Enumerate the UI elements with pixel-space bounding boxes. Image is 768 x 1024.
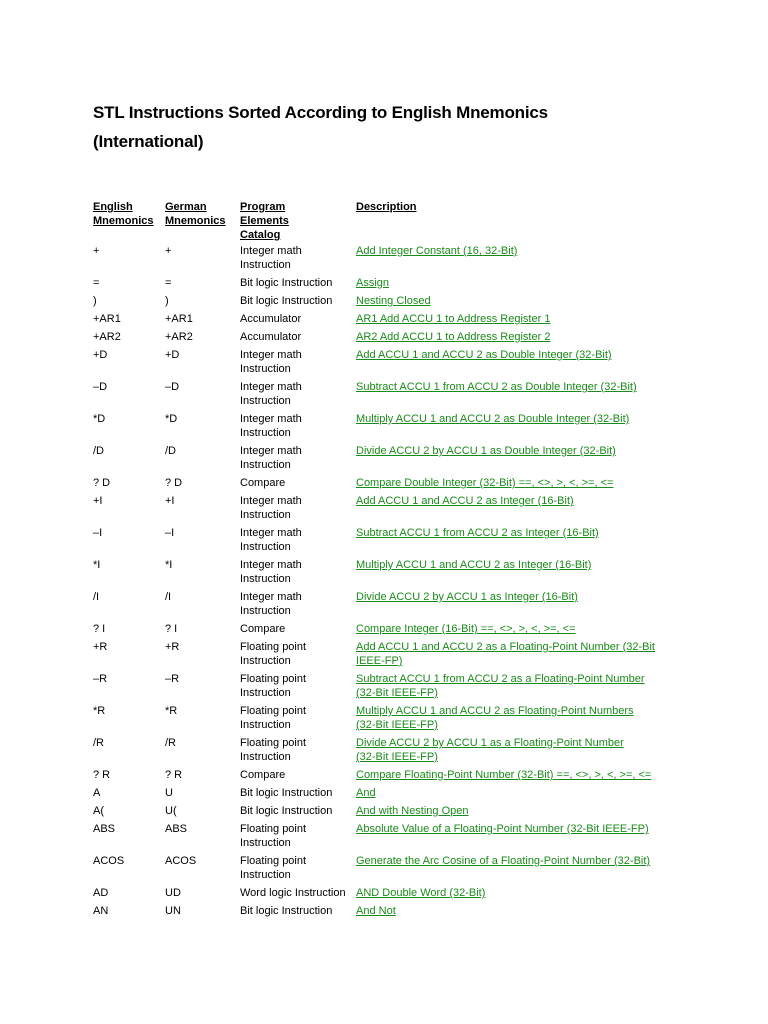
description-link[interactable]: Subtract ACCU 1 from ACCU 2 as Integer (16-Bit) — [356, 527, 599, 539]
header-description: Description — [356, 201, 417, 213]
catalog-cell: Bit logic Instruction — [240, 295, 333, 307]
catalog-cell: Compare — [240, 769, 286, 781]
table-row — [93, 380, 693, 412]
description-link[interactable]: Generate the Arc Cosine of a Floating-Point Number (32-Bit) — [356, 855, 651, 867]
catalog-cell: Bit logic Instruction — [240, 787, 333, 799]
description-link[interactable]: Compare Double Integer (32-Bit) ==, <>, >, <, >=, <= — [356, 477, 614, 489]
catalog-cell: Floating point Instruction — [240, 823, 307, 849]
catalog-cell: Floating point Instruction — [240, 855, 307, 881]
catalog-cell: Integer math Instruction — [240, 413, 302, 439]
english-mnemonic-cell: ? R — [93, 769, 111, 781]
title-line-1: STL Instructions Sorted According to English Mnemonics — [93, 103, 548, 122]
catalog-cell: Compare — [240, 623, 286, 635]
english-mnemonic-cell: ) — [93, 295, 97, 307]
catalog-cell: Accumulator — [240, 331, 302, 343]
catalog-cell: Integer math Instruction — [240, 559, 302, 585]
english-mnemonic-cell: +AR2 — [93, 331, 121, 343]
english-mnemonic-cell: *I — [93, 559, 101, 571]
table-row — [93, 312, 693, 330]
table-row — [93, 768, 693, 786]
english-mnemonic-cell: /R — [93, 737, 104, 749]
german-mnemonic-cell: + — [165, 245, 172, 257]
english-mnemonic-cell: –D — [93, 381, 108, 393]
table-row — [93, 412, 693, 444]
german-mnemonic-cell: –I — [165, 527, 175, 539]
german-mnemonic-cell: /I — [165, 591, 172, 603]
description-link[interactable]: Divide ACCU 2 by ACCU 1 as Integer (16-Bit) — [356, 591, 578, 603]
english-mnemonic-cell: –R — [93, 673, 108, 685]
english-mnemonic-cell: ? I — [93, 623, 106, 635]
table-row — [93, 822, 693, 854]
page-title — [93, 98, 713, 156]
description-link[interactable]: Compare Integer (16-Bit) ==, <>, >, <, >=, <= — [356, 623, 576, 635]
german-mnemonic-cell: ACOS — [165, 855, 197, 867]
catalog-cell: Bit logic Instruction — [240, 277, 333, 289]
english-mnemonic-cell: + — [93, 245, 100, 257]
catalog-cell: Integer math Instruction — [240, 381, 302, 407]
description-link[interactable]: Multiply ACCU 1 and ACCU 2 as Floating-Point Numbers (32-Bit IEEE-FP) — [356, 705, 634, 731]
table-body — [93, 244, 693, 922]
description-link[interactable]: Add ACCU 1 and ACCU 2 as Integer (16-Bit) — [356, 495, 574, 507]
english-mnemonic-cell: *R — [93, 705, 106, 717]
english-mnemonic-cell: AD — [93, 887, 109, 899]
catalog-cell: Integer math Instruction — [240, 445, 302, 471]
german-mnemonic-cell: +AR2 — [165, 331, 193, 343]
catalog-cell: Word logic Instruction — [240, 887, 346, 899]
catalog-cell: Compare — [240, 477, 286, 489]
table-row — [93, 444, 693, 476]
english-mnemonic-cell: /D — [93, 445, 104, 457]
german-mnemonic-cell: ? R — [165, 769, 183, 781]
english-mnemonic-cell: /I — [93, 591, 100, 603]
description-link[interactable]: And with Nesting Open — [356, 805, 469, 817]
german-mnemonic-cell: ? D — [165, 477, 183, 489]
table-row — [93, 476, 693, 494]
description-link[interactable]: Multiply ACCU 1 and ACCU 2 as Double Integer (32-Bit) — [356, 413, 630, 425]
description-link[interactable]: AND Double Word (32-Bit) — [356, 887, 486, 899]
german-mnemonic-cell: +R — [165, 641, 180, 653]
english-mnemonic-cell: +I — [93, 495, 103, 507]
catalog-cell: Bit logic Instruction — [240, 805, 333, 817]
title-line-2: (International) — [93, 132, 204, 151]
german-mnemonic-cell: –D — [165, 381, 180, 393]
german-mnemonic-cell: /R — [165, 737, 176, 749]
german-mnemonic-cell: ) — [165, 295, 169, 307]
english-mnemonic-cell: AN — [93, 905, 109, 917]
catalog-cell: Bit logic Instruction — [240, 905, 333, 917]
description-link[interactable]: Subtract ACCU 1 from ACCU 2 as a Floating-Point Number (32-Bit IEEE-FP) — [356, 673, 645, 699]
description-link[interactable]: Compare Floating-Point Number (32-Bit) ==, <>, >, <, >=, <= — [356, 769, 652, 781]
english-mnemonic-cell: A — [93, 787, 101, 799]
english-mnemonic-cell: = — [93, 277, 100, 289]
description-link[interactable]: Divide ACCU 2 by ACCU 1 as Double Integer (32-Bit) — [356, 445, 616, 457]
description-link[interactable]: AR2 Add ACCU 1 to Address Register 2 — [356, 331, 551, 343]
english-mnemonic-cell: ACOS — [93, 855, 125, 867]
header-english-mnemonics: English Mnemonics — [93, 201, 154, 227]
catalog-cell: Floating point Instruction — [240, 705, 307, 731]
table-row — [93, 804, 693, 822]
table-row — [93, 886, 693, 904]
catalog-cell: Integer math Instruction — [240, 349, 302, 375]
english-mnemonic-cell: ABS — [93, 823, 116, 835]
description-link[interactable]: Add Integer Constant (16, 32-Bit) — [356, 245, 518, 257]
description-link[interactable]: And Not — [356, 905, 396, 917]
description-link[interactable]: Add ACCU 1 and ACCU 2 as a Floating-Point Number (32-Bit IEEE-FP) — [356, 641, 655, 667]
table-row — [93, 494, 693, 526]
german-mnemonic-cell: *D — [165, 413, 178, 425]
german-mnemonic-cell: +I — [165, 495, 175, 507]
german-mnemonic-cell: ? I — [165, 623, 178, 635]
description-link[interactable]: Assign — [356, 277, 390, 289]
table-row — [93, 736, 693, 768]
german-mnemonic-cell: U — [165, 787, 173, 799]
german-mnemonic-cell: UN — [165, 905, 181, 917]
german-mnemonic-cell: –R — [165, 673, 180, 685]
german-mnemonic-cell: /D — [165, 445, 176, 457]
table-row — [93, 622, 693, 640]
header-german-mnemonics: German Mnemonics — [165, 201, 226, 227]
table-row — [93, 558, 693, 590]
header-program-elements-catalog: Program Elements Catalog — [240, 201, 289, 241]
table-row — [93, 244, 693, 276]
english-mnemonic-cell: –I — [93, 527, 103, 539]
german-mnemonic-cell: U( — [165, 805, 177, 817]
english-mnemonic-cell: +AR1 — [93, 313, 121, 325]
german-mnemonic-cell: *R — [165, 705, 178, 717]
german-mnemonic-cell: UD — [165, 887, 181, 899]
table-row — [93, 786, 693, 804]
description-link[interactable]: And — [356, 787, 376, 799]
english-mnemonic-cell: ? D — [93, 477, 111, 489]
table-header — [93, 200, 693, 244]
table-row — [93, 854, 693, 886]
description-link[interactable]: Multiply ACCU 1 and ACCU 2 as Integer (16-Bit) — [356, 559, 592, 571]
table-row — [93, 704, 693, 736]
german-mnemonic-cell: ABS — [165, 823, 188, 835]
table-row — [93, 904, 693, 922]
catalog-cell: Integer math Instruction — [240, 495, 302, 521]
description-link[interactable]: Absolute Value of a Floating-Point Number (32-Bit IEEE-FP) — [356, 823, 649, 835]
description-link[interactable]: AR1 Add ACCU 1 to Address Register 1 — [356, 313, 551, 325]
table-row — [93, 590, 693, 622]
table-row — [93, 640, 693, 672]
description-link[interactable]: Nesting Closed — [356, 295, 431, 307]
description-link[interactable]: Subtract ACCU 1 from ACCU 2 as Double Integer (32-Bit) — [356, 381, 637, 393]
table-row — [93, 526, 693, 558]
catalog-cell: Integer math Instruction — [240, 527, 302, 553]
german-mnemonic-cell: *I — [165, 559, 173, 571]
table-row — [93, 276, 693, 294]
german-mnemonic-cell: +AR1 — [165, 313, 193, 325]
english-mnemonic-cell: A( — [93, 805, 104, 817]
catalog-cell: Floating point Instruction — [240, 641, 307, 667]
german-mnemonic-cell: +D — [165, 349, 180, 361]
catalog-cell: Accumulator — [240, 313, 302, 325]
german-mnemonic-cell: = — [165, 277, 172, 289]
english-mnemonic-cell: +R — [93, 641, 108, 653]
catalog-cell: Integer math Instruction — [240, 245, 302, 271]
english-mnemonic-cell: *D — [93, 413, 106, 425]
table-row — [93, 330, 693, 348]
table-row — [93, 672, 693, 704]
description-link[interactable]: Add ACCU 1 and ACCU 2 as Double Integer (32-Bit) — [356, 349, 612, 361]
english-mnemonic-cell: +D — [93, 349, 108, 361]
catalog-cell: Floating point Instruction — [240, 737, 307, 763]
catalog-cell: Floating point Instruction — [240, 673, 307, 699]
table-row — [93, 294, 693, 312]
table-row — [93, 348, 693, 380]
description-link[interactable]: Divide ACCU 2 by ACCU 1 as a Floating-Point Number (32-Bit IEEE-FP) — [356, 737, 624, 763]
catalog-cell: Integer math Instruction — [240, 591, 302, 617]
